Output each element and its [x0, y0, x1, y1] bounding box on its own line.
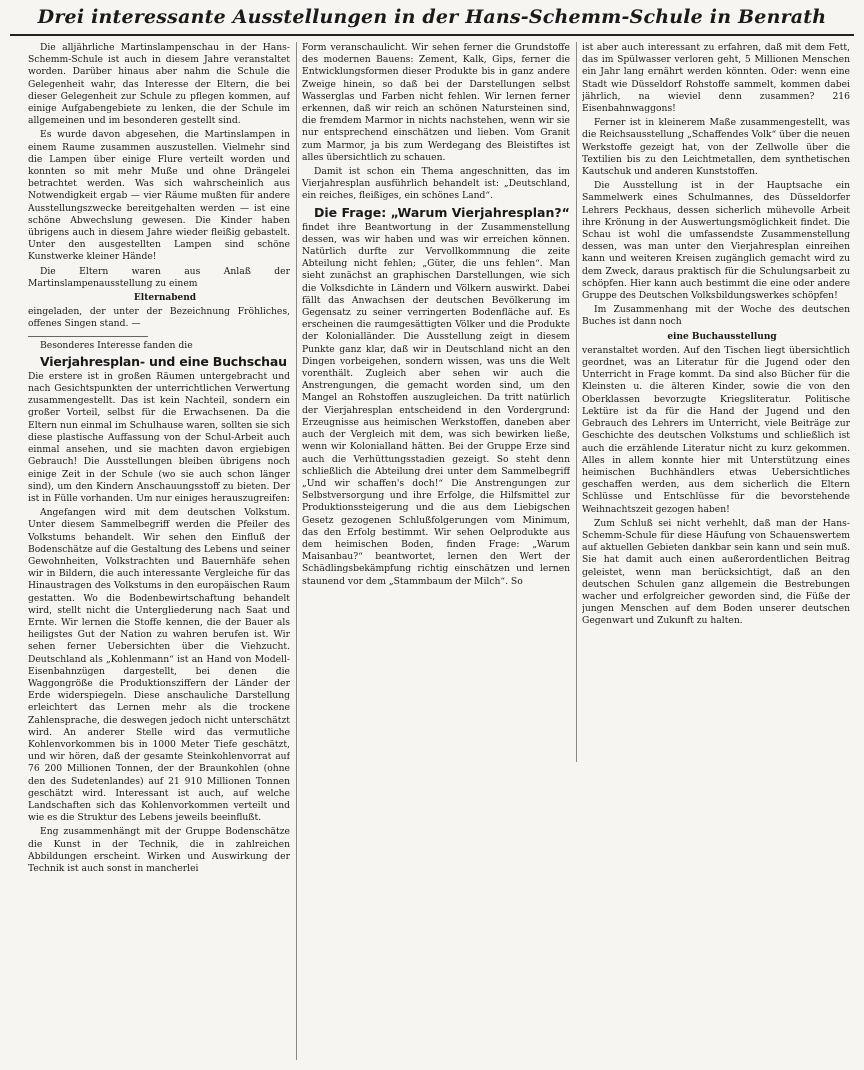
headline-rule	[10, 34, 854, 36]
paragraph: Die erstere ist in großen Räumen untergebracht und nach Gesichtspunkten der unterrichtlichen Verwertung zusammengestellt. Das ist kein Nachteil, sondern ein großer Vorteil, selbst für die Erwachsenen. Da die Eltern nun einmal im Schulhause waren, sollten sie sich diese plastische Auffassung von der Schul-Arbeit auch einmal ansehen, und sie machten davon ergiebigen Gebrauch! Die Ausstellungen bleiben übrigens noch einige Zeit in der Schule (wo sie auch schon länger sind), um den Kindern Anschauungsstoff zu bieten. Der ist in Fülle vorhanden. Um nur einiges herauszugreifen:	[28, 370, 290, 504]
column-divider-2	[576, 42, 577, 762]
paragraph: Form veranschaulicht. Wir sehen ferner die Grundstoffe des modernen Bauens: Zement, Kalk, Gips, ferner die Entwicklungsformen dieser Produkte bis in ganz andere Zweige hinein, so daß bei der Darstellungen selbst Wasserglas und Farben nicht fehlen. Wir lernen ferner erkennen, daß wir reich an schönen Natursteinen sind, die fremdem Marmor in nichts nachstehen, wenn wir sie nur entsprechend einschätzen und lieben. Vom Granit zum Marmor, ja bis zum Werdegang des Bleistiftes ist alles übersichtlich zu schauen.	[302, 42, 570, 163]
separator	[28, 336, 148, 337]
subheading-elternabend: Elternabend	[133, 293, 197, 304]
paragraph: eingeladen, der unter der Bezeichnung Fröhliches, offenes Singen stand. —	[28, 306, 290, 330]
column-1	[28, 42, 290, 1064]
paragraph: ist aber auch interessant zu erfahren, daß mit dem Fett, das im Spülwasser verloren geht, 5 Millionen Menschen ein Jahr lang ernährt werden könnten. Oder: wenn eine Stadt wie Düsseldorf Rohstoffe sammelt, kommen dabei jährlich, na wieviel denn zusammen? 216 Eisenbahnwaggons!	[582, 42, 850, 115]
paragraph: Ferner ist in kleinerem Maße zusammengestellt, was die Reichsausstellung „Schaffendes Volk“ über die neuen Werkstoffe gezeigt hat, von der Zellwolle über die Textilien bis zu den Leichtmetallen, dem synthetischen Kautschuk und anderen Kunststoffen.	[582, 117, 850, 178]
paragraph: Die alljährliche Martinslampenschau in der Hans-Schemm-Schule ist auch in diesem Jahre veranstaltet worden. Darüber hinaus aber nahm die Schule die Gelegenheit wahr, das Interesse der Eltern, die bei dieser Gelegenheit zur Schule zu pflegen kommen, auf einige Aufgabengebiete zu lenken, die der Schule im allgemeinen und im besonderen gestellt sind.	[28, 42, 290, 127]
paragraph: veranstaltet worden. Auf den Tischen liegt übersichtlich geordnet, was an Literatur für die Jugend oder den Unterricht in Frage kommt. Da sind also Bücher für die Kleinsten u. die älteren Kinder, sowie die von den Oberklassen bevorzugte Kriegsliteratur. Politische Lektüre ist da für die Hand der Jugend und den Gebrauch des Lehrers im Unterricht, viele Beiträge zur Geschichte des deutschen Volkstums und schließlich ist auch die erzählende Literatur nicht zu kurz gekommen. Alles in allem konnte hier mit Unterstützung eines heimischen Buchhändlers etwas Uebersichtliches geschaffen werden, aus dem sicherlich die Eltern Schlüsse und Entschlüsse für die bevorstehende Weihnachtszeit gezogen haben!	[582, 344, 850, 515]
paragraph: Die Eltern waren aus Anlaß der Martinslampenausstellung zu einem	[28, 265, 290, 289]
subheading-vierjahresplan: Vierjahresplan- und eine Buchschau	[40, 353, 287, 369]
column-3	[582, 42, 850, 1064]
paragraph: Im Zusammenhang mit der Woche des deutschen Buches ist dann noch	[582, 304, 850, 328]
column-divider-1	[296, 42, 297, 1060]
paragraph: Zum Schluß sei nicht verhehlt, daß man der Hans-Schemm-Schule für diese Häufung von Schauenswertem auf aktuellen Gebieten dankbar sein kann und sein muß. Sie hat damit auch einen außerordentlichen Beitrag geleistet, wenn man berücksichtigt, daß an den deutschen Schulen ganz allgemein die Bestrebungen wacher und erfolgreicher geworden sind, die Füße der jungen Menschen auf dem Boden unserer deutschen Gegenwart und Zukunft zu halten.	[582, 517, 850, 627]
paragraph: Es wurde davon abgesehen, die Martinslampen in einem Raume zusammen auszustellen. Vielmehr sind die Lampen über einige Flure verteilt worden und konnten so mit mehr Muße und ohne Drängelei betrachtet werden. Was sich wahrscheinlich aus Notwendigkeit ergab — vier Räume mußten für andere Ausstellungszwecke bereitgehalten werden — ist eine schöne Abwechslung gewesen. Die Kinder haben übrigens auch in diesem Jahre wieder fleißig gebastelt. Unter den ausgestellten Lampen sind schöne Kunstwerke kleiner Hände!	[28, 129, 290, 263]
subheading-frage: Die Frage: „Warum Vierjahresplan?“	[314, 204, 570, 220]
article-headline: Drei interessante Ausstellungen in der Hans-Schemm-Schule in Benrath	[37, 6, 827, 28]
paragraph: Angefangen wird mit dem deutschen Volkstum. Unter diesem Sammelbegriff werden die Pfeiler des Volkstums behandelt. Wir sehen den Einfluß der Bodenschätze auf die Gestaltung des Lebens und seiner Gewohnheiten, Volkstrachten und Bauernhäfe sehen wir in Bildern, die auch interessante Vergleiche für das Hinaustragen des Volkstums in den europäischen Raum gestatten. Wo die Bodenbewirtschaftung behandelt wird, stellt nicht die Untergliederung nach Saat und Ernte. Wir lernen die Stoffe kennen, die der Bauer als heiligstes Gut der Nation zu wahren berufen ist. Wir sehen ferner Uebersichten über die Viehzucht. Deutschland als „Kohlenmann“ ist an Hand von Modell-Eisenbahnzügen dargestellt, bei denen die Waggongröße die Produktionsziffern der Länder der Erde widerspiegeln. Diese anschauliche Darstellung erleichtert das Lernen mehr als die trockene Zahlensprache, die deswegen jedoch nicht unterschätzt wird. An anderer Stelle wird das vermutliche Kohlenvorkommen bis in 1000 Meter Tiefe geschätzt, und wir hören, daß der gesamte Steinkohlenvorrat auf 76 200 Millionen Tonnen, der der Braunkohlen (ohne den des Sudetenlandes) auf 21 910 Millionen Tonnen geschätzt wird. Interessant ist auch, auf welche Landschaften sich das Kohlenvorkommen verteilt und wie es die Struktur des Lebens jeweils beeinflußt.	[28, 507, 290, 824]
paragraph: Eng zusammenhängt mit der Gruppe Bodenschätze die Kunst in der Technik, die in zahlreichen Abbildungen erscheint. Wirken und Auswirkung der Technik ist auch sonst in mancherlei	[28, 826, 290, 874]
paragraph: Die Ausstellung ist in der Hauptsache ein Sammelwerk eines Schulmannes, des Düsseldorfer Lehrers Peckhaus, dessen sicherlich mühevolle Arbeit ihre Krönung in der Auswertungsmöglichkeit findet. Die Schau ist wohl die umfassendste Zusammenstellung dessen, was man unter den Vierjahresplan einreihen kann und weiteren Kreisen zugänglich gemacht wird zu dem Zweck, daraus praktisch für die Schulungsarbeit zu schöpfen. Hier kann auch bestimmt die eine oder andere Gruppe des Deutschen Volksbildungswerkes schöpfen!	[582, 180, 850, 302]
paragraph: Damit ist schon ein Thema angeschnitten, das im Vierjahresplan ausführlich behandelt ist: „Deutschland, ein reiches, fleißiges, ein schönes Land“.	[302, 166, 570, 202]
column-2	[302, 42, 570, 1064]
paragraph: Besonderes Interesse fanden die	[40, 339, 193, 351]
paragraph: findet ihre Beantwortung in der Zusammenstellung dessen, was wir haben und was wir erreichen können. Natürlich durfte zur Vervollkommnung die zeite Abteilung nicht fehlen; „Güter, die uns fehlen“. Man sieht zunächst an graphischen Darstellungen, wie sich die Volksdichte in Ländern und Völkern auswirkt. Dabei fällt das Anwachsen der deutschen Bevölkerung im Gegensatz zu seiner verringerten Bodenfläche auf. Es erscheinen die raumgesättigten Völker und die Produkte der Kolonialländer. Die Ausstellung zeigt in diesem Punkte ganz klar, daß wir in Deutschland nicht an den Dingen vorbeigehen, sondern wissen, was uns die Welt vorenthält. Zugleich aber sehen wir auch die Anstrengungen, die gemacht worden sind, um den Mangel an Rohstoffen auszugleichen. Da tritt natürlich der Vierjahresplan entscheidend in den Vordergrund: Erzeugnisse aus heimischen Werkstoffen, daneben aber auch der Vergleich mit dem, was sich bewirken ließe, wenn wir Kolonialland hätten. Bei der Gruppe Erze sind auch die Verhüttungsstadien gezeigt. So steht denn schließlich die Abteilung drei unter dem Sammelbegriff „Und wir schaffen's doch!“ Die Anstrengungen zur Selbstversorgung und ihre Erfolge, die Hilfsmittel zur Produktionssteigerung und die aus dem Liebigschen Gesetz gezogenen Schlußfolgerungen vom Minimum, das den Erfolg bestimmt. Wir sehen Oelprodukte aus dem heimischen Boden, finden Frage: „Warum Maisanbau?“ beantwortet, lernen den Wert der Schädlingsbekämpfung richtig einschätzen und lernen staunend vor dem „Stammbaum der Milch“. So	[302, 221, 570, 587]
subheading-buchausstellung: eine Buchausstellung	[667, 331, 777, 342]
